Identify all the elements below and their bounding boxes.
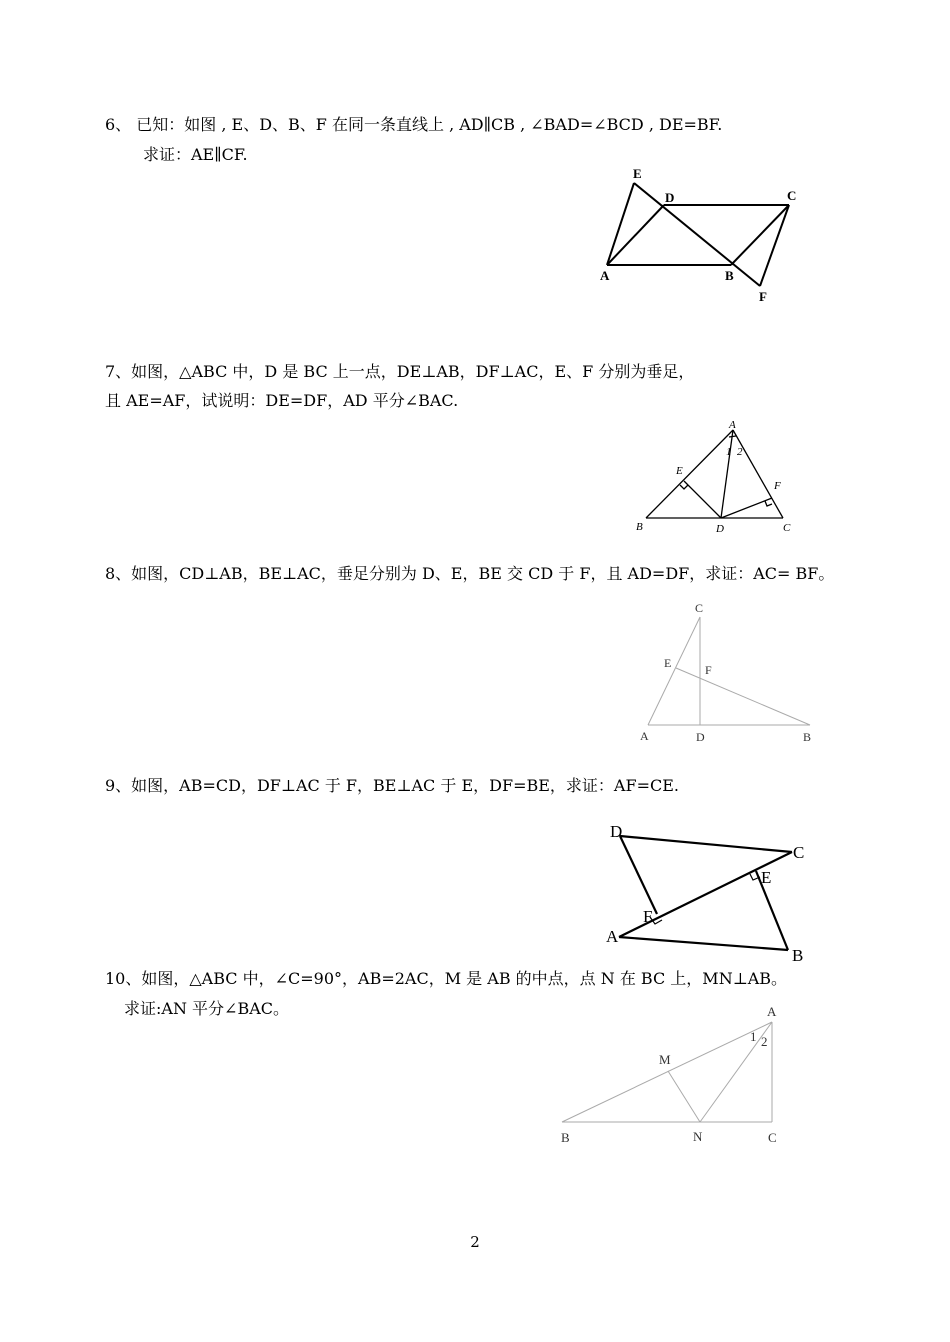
label-E: E — [633, 166, 642, 181]
problem-7-line-1: 7、如图，△ABC 中，D 是 BC 上一点，DE⊥AB，DF⊥AC，E、F 分别为垂足， — [105, 362, 695, 381]
problem-9-line-1: 9、如图，AB=CD，DF⊥AC 于 F，BE⊥AC 于 E，DF=BE，求证：AF=CE. — [105, 776, 679, 795]
problem-6-line-2: 求证：AE∥CF. — [143, 145, 248, 164]
label-F: F — [774, 480, 781, 492]
figure-problem-10 — [550, 1000, 790, 1150]
figure-problem-6 — [590, 160, 820, 310]
label-C: C — [768, 1130, 777, 1145]
problem-7-line-2: 且 AE=AF，试说明：DE=DF，AD 平分∠BAC. — [105, 391, 459, 410]
label-A: A — [600, 268, 610, 283]
problem-10-line-2: 求证:AN 平分∠BAC。 — [124, 999, 289, 1018]
figure-problem-7 — [630, 415, 800, 540]
label-E: E — [664, 656, 672, 670]
label-C: C — [787, 188, 797, 203]
problem-10-line-1: 10、如图，△ABC 中，∠C=90°，AB=2AC，M 是 AB 的中点，点 N 在 BC 上，MN⊥AB。 — [105, 969, 788, 988]
page-number: 2 — [470, 1233, 480, 1251]
label-E: E — [676, 465, 683, 477]
label-B: B — [725, 268, 734, 283]
label-B: B — [792, 946, 804, 965]
label-F: F — [759, 289, 767, 304]
label-A: A — [767, 1004, 777, 1019]
problem-6-line-1: 6、 已知：如图 , E、D、B、F 在同一条直线上 , AD∥CB , ∠BAD=∠BCD , DE=BF. — [105, 115, 723, 134]
angle-1: 1 — [726, 446, 732, 458]
label-D: D — [610, 822, 623, 841]
label-C: C — [793, 843, 805, 862]
label-D: D — [716, 523, 724, 535]
label-A: A — [640, 729, 649, 743]
angle-2: 2 — [737, 446, 743, 458]
label-B: B — [561, 1130, 570, 1145]
label-F: F — [643, 907, 653, 926]
label-F: F — [705, 663, 712, 677]
label-B: B — [803, 730, 812, 744]
label-E: E — [761, 868, 772, 887]
label-M: M — [659, 1052, 671, 1067]
label-C: C — [783, 522, 791, 534]
problem-8-line-1: 8、如图，CD⊥AB，BE⊥AC，垂足分别为 D、E，BE 交 CD 于 F，且 AD=DF，求证：AC= BF。 — [105, 564, 835, 583]
figure-problem-8 — [630, 595, 820, 750]
angle-1: 1 — [750, 1029, 757, 1044]
figure-problem-9 — [600, 815, 815, 965]
label-A: A — [606, 927, 619, 946]
label-A: A — [729, 419, 736, 431]
label-N: N — [693, 1129, 703, 1144]
label-C: C — [695, 601, 704, 615]
label-D: D — [665, 190, 675, 205]
label-B: B — [636, 521, 643, 533]
label-D: D — [696, 730, 705, 744]
angle-2: 2 — [761, 1034, 768, 1049]
